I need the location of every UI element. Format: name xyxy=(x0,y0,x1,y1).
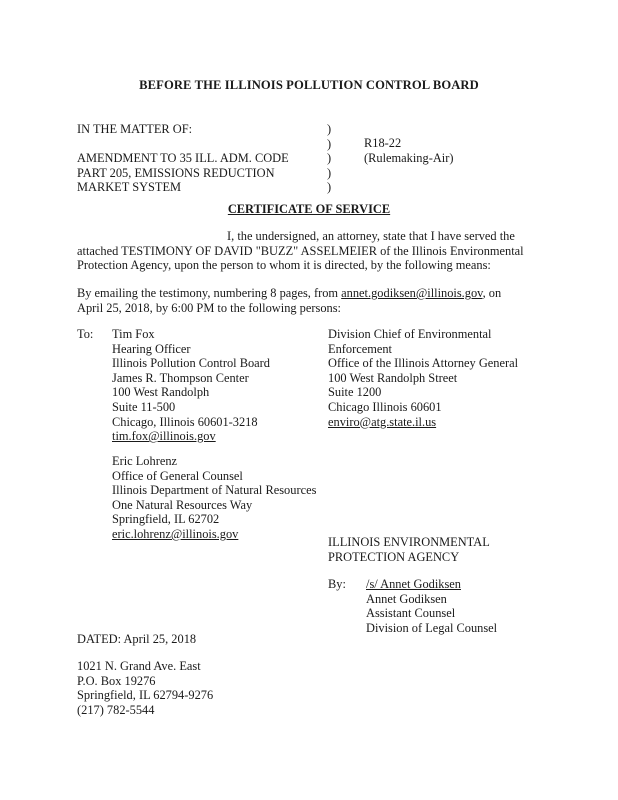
address-block: 1021 N. Grand Ave. East P.O. Box 19276 Springfield, IL 62794-9276 (217) 782-5544 xyxy=(77,659,214,717)
board-header: BEFORE THE ILLINOIS POLLUTION CONTROL BOARD xyxy=(139,78,479,92)
agency-name: ILLINOIS ENVIRONMENTAL PROTECTION AGENCY xyxy=(328,535,490,564)
dated-line: DATED: April 25, 2018 xyxy=(77,632,197,646)
certificate-title: CERTIFICATE OF SERVICE xyxy=(227,202,391,216)
caption-docket xyxy=(364,136,453,165)
service-method: By emailing the testimony, numbering 8 pages, from annet.godiksen@illinois.gov, on April 25, 2018, by 6:00 PM to the following persons: xyxy=(77,286,502,315)
service-statement: I, the undersigned, an attorney, state that I have served the attached TESTIMONY OF DAVID "BUZZ" ASSELMEIER of the Illinois Environmental Protection Agency, upon the person to whom it is directed, by the following means: xyxy=(77,229,524,273)
caption-parens: ) ) ) ) ) xyxy=(327,122,332,195)
docket-type: (Rulemaking-Air) xyxy=(364,150,454,165)
recipient-hearing-officer: Tim Fox Hearing Officer Illinois Pollution Control Board James R. Thompson Center 100 West Randolph Suite 11-500 Chicago, Illinois 60601-3218 tim.fox@illinois.gov xyxy=(112,327,270,444)
caption-line: AMENDMENT TO 35 ILL. ADM. CODE xyxy=(77,151,289,166)
recipient-email-link[interactable]: tim.fox@illinois.gov xyxy=(112,429,216,444)
caption-line: PART 205, EMISSIONS REDUCTION xyxy=(77,165,275,180)
signature-block: /s/ Annet Godiksen Annet Godiksen Assistant Counsel Division of Legal Counsel xyxy=(366,577,498,635)
caption-line: MARKET SYSTEM xyxy=(77,180,182,195)
caption-matter xyxy=(77,122,289,195)
recipient-email-link[interactable]: eric.lohrenz@illinois.gov xyxy=(112,526,239,541)
recipient-attorney-general: Division Chief of Environmental Enforcement Office of the Illinois Attorney General 100 West Randolph Street Suite 1200 Chicago Illinois 60601 enviro@atg.state.il.us xyxy=(328,327,519,429)
signature-line: /s/ Annet Godiksen xyxy=(366,577,461,591)
sender-email-link[interactable]: annet.godiksen@illinois.gov xyxy=(341,286,483,300)
docket-number: R18-22 xyxy=(364,136,402,150)
caption-line: IN THE MATTER OF: xyxy=(77,122,193,136)
recipient-dnr: Eric Lohrenz Office of General Counsel Illinois Department of Natural Resources One Natural Resources Way Springfield, IL 62702 eric.lohrenz@illinois.gov xyxy=(112,454,317,541)
recipient-email-link[interactable]: enviro@atg.state.il.us xyxy=(328,414,437,429)
by-label: By: xyxy=(328,577,346,591)
to-label: To: xyxy=(77,327,94,341)
